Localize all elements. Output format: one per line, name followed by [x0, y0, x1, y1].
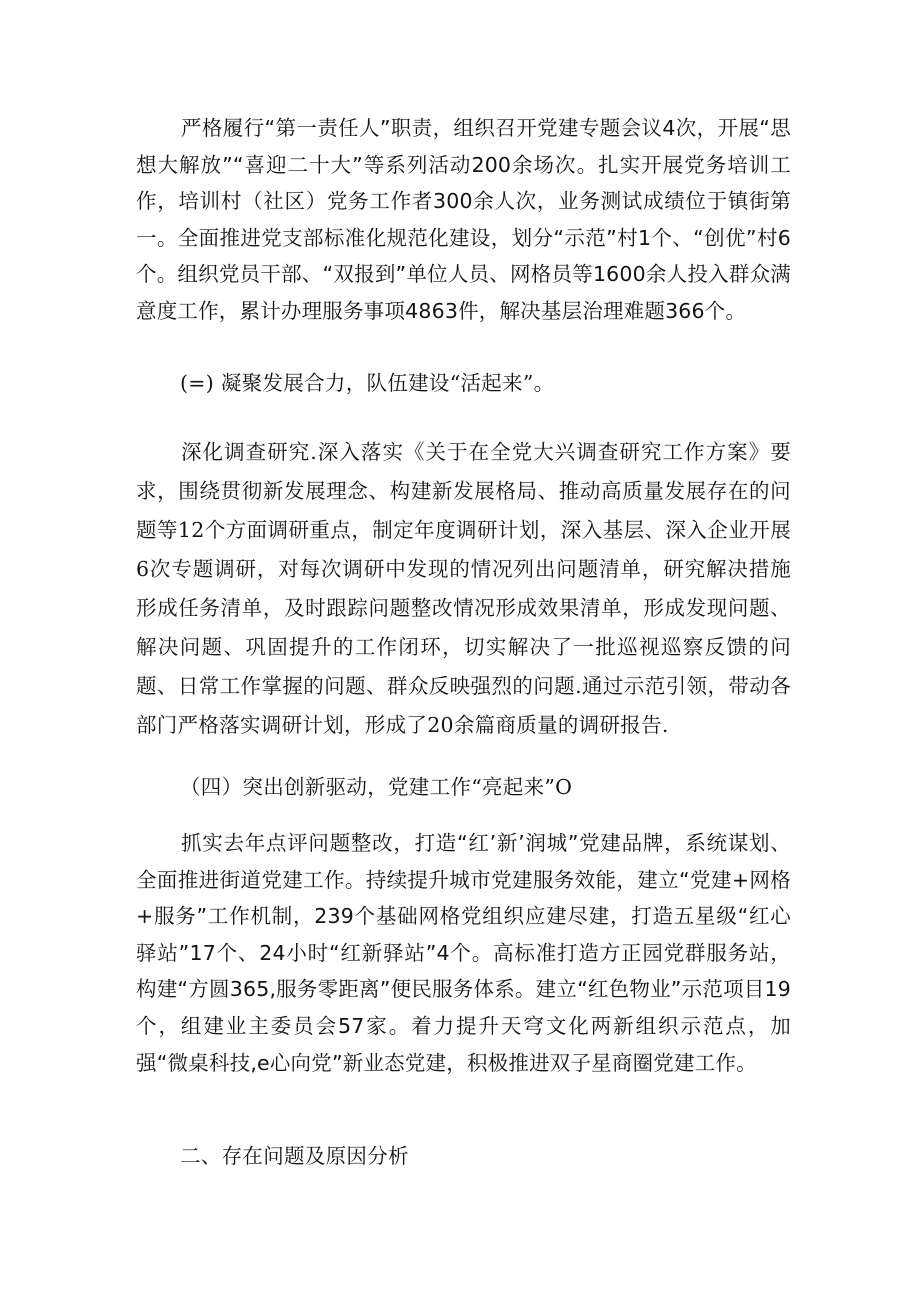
- section-heading-innovation: （四）突出创新驱动，党建工作“亮起来”O: [180, 775, 573, 799]
- section-heading-problems: 二、存在问题及原因分析: [180, 1144, 409, 1168]
- paragraph-party-responsibility: 严格履行“第一责任人”职责，组织召开党建专题会议4次，开展“思想大解放”“喜迎二十大”等系列活动200余场次。扎实开展党务培训工作，培训村（社区）党务工作者300余人次，业务测试成绩位于镇街第一。全面推进党支部标准化规范化建设，划分“示范”村1个、“创优”村6个。组织党员干部、“双报到”单位人员、网格员等1600余人投入群众满意度工作，累计办理服务事项4863件，解决基层治理难题366个。: [136, 116, 791, 323]
- section-heading-team-building: (=) 凝聚发展合力，队伍建设“活起来”。: [180, 371, 555, 395]
- paragraph-research: 深化调查研究.深入落实《关于在全党大兴调查研究工作方案》要求，围绕贯彻新发展理念、构建新发展格局、推动高质量发展存在的问题等12个方面调研重点，制定年度调研计划，深入基层、深入企业开展6次专题调研，对每次调研中发现的情况列出问题清单，研究解决措施形成任务清单，及时跟踪问题整改情况形成效果清单，形成发现问题、解决问题、巩固提升的工作闭环，切实解决了一批巡视巡察反馈的问题、日常工作掌握的问题、群众反映强烈的问题.通过示范引领，带动各部门严格落实调研计划，形成了20余篇商质量的调研报告.: [136, 440, 791, 737]
- paragraph-party-brand: 抓实去年点评问题整改，打造“红’新’润城”党建品牌，系统谋划、全面推进街道党建工作。持续提升城市党建服务效能，建立“党建+网格+服务”工作机制，239个基础网格党组织应建尽建，打造五星级“红心驿站”17个、24小时“红新驿站”4个。高标准打造方正园党群服务站，构建“方圆365,服务零距离”便民服务体系。建立“红色物业”示范项目19个，组建业主委员会57家。着力提升天穹文化两新组织示范点，加强“微桌科技,e心向党”新业态党建，积极推进双子星商圈党建工作。: [136, 831, 791, 1075]
